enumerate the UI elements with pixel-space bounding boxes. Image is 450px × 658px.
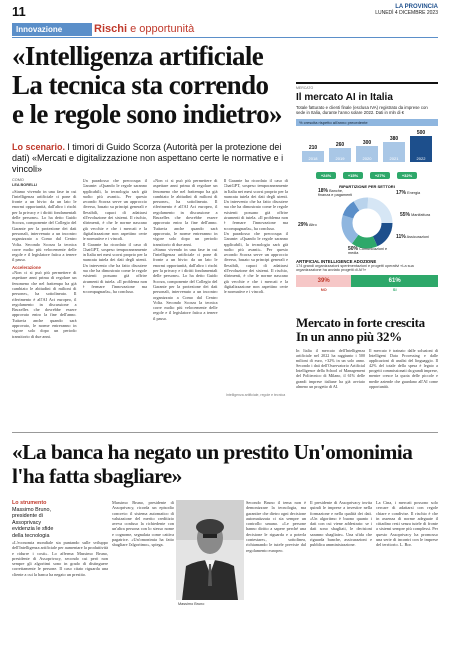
lead-label: Lo strumento <box>12 500 47 506</box>
article-text: Il presidente di Assoprivacy invita quindi le imprese a investire nella formazione e nella qualità dei dati. «Un algoritmo è buono quanto i dati con cui viene addestrato: se i dati sono sbagliati, le decisioni saranno sbagliate». Una sfida che riguarda banche, assicurazioni e pubblica amministrazione. <box>310 500 372 548</box>
section-topic-bold: Rischi <box>94 23 128 35</box>
growth-pill: +15% <box>343 172 363 179</box>
section-label: Innovazione <box>12 23 92 36</box>
article-text: Secondo Bruno il tema non è demonizzare la tecnologia, ma garantire che dietro ogni decisione automatizzata ci sia sempre un controllo umano. «Le persone hanno diritto a sapere perché una decisione le riguarda e a poterla contestare», sottolinea, richiamando le tutele previste dal regolamento europeo. <box>246 500 306 553</box>
bar-value-label: 210 <box>308 144 318 151</box>
article-column <box>153 178 218 396</box>
sectors-donut-area <box>296 189 438 257</box>
article-column <box>83 178 148 396</box>
article-column <box>12 178 77 396</box>
growth-pill: +32% <box>397 172 417 179</box>
infographic-title: Il mercato AI in Italia <box>296 92 393 103</box>
article-text: Il Garante ha ricordato il caso di ChatGPT, sospeso temporaneamente in Italia nei mesi scorsi proprio per la mancata tutela dei dati degli utenti. Un intervento che ha fatto discutere ma che ha dimostrato come le regole esistenti possano già offrire strumenti di tutela. «Il problema non è fermare l'innovazione ma accompagnarla», ha concluso. <box>82 241 147 295</box>
photo-caption: Massimo Bruno <box>178 602 205 606</box>
article-text: Un paradosso che preoccupa il Garante: «Quando le regole saranno applicabili, la tecnologia sarà già molto più avanti». Per questo secondo Scorza serve un approccio diverso, basato su principi generali e flessibili, capaci di adattarsi all'evoluzione dei sistemi. Il rischio, altrimenti, è che le norme nascano già vecchie e che i mercati e la digitalizzazione non aspettino certe le normative e i vincoli. <box>223 230 288 295</box>
infographic-subtitle: Totale fatturato e clienti finale (esclusa IVA) registrato da imprese con sede in Italia, durante l'anno solare 2022. Dati in mln di € <box>296 105 428 116</box>
bar-value-label: 300 <box>362 139 372 146</box>
infographic-box <box>296 82 438 316</box>
bar-value-label: 380 <box>389 135 399 142</box>
article-text: «L'economia mondiale sta puntando sulle sviluppo dell'Intelligenza artificiale per aumentare la produttività e ridurre i costi». Lo afferma Massimo Bruno, presidente di Assoprivacy, secondo cui però non sempre gli algoritmi sono in grado di distinguere correttamente le persone. Il caso citato riguarda una cliente a cui la banca ha negato un prestito. <box>12 540 108 577</box>
lead-bank <box>12 500 62 540</box>
lead-text: I timori di Guido Scorza (Autorità per la protezione dei dati) «Mercati e digitalizzazione non aspettano certe le normative e i vincoli» <box>12 142 284 174</box>
article-text: «Siamo vivendo in una fase in cui l'intelligenza artificiale ci pone di fronte a un bivio: da un lato le enormi opportunità, dall'altro i rischi per la privacy e i diritti fondamentali delle persone». Lo ha detto Guido Scorza, componente del Collegio del Garante per la protezione dei dati personali, intervenuto a un incontro organizzato a Como dal Centro Volta. Secondo Scorza la tecnica corre molto più velocemente delle regole e il legislatore fatica a tenere il passo. <box>12 188 77 263</box>
adoption-label-no: NO <box>320 286 327 292</box>
section-topic-rest: e opportunità <box>130 23 195 35</box>
section-topic <box>94 23 194 36</box>
growth-pills <box>296 172 438 180</box>
article-divider <box>12 432 438 433</box>
article-text: «Non ci si può più permettere di aspettare anni prima di regolare un fenomeno che nel frattempo ha già cambiato le abitudini di milioni di persone», ha sottolineato. Il riferimento è all'AI Act europeo, il regolamento in discussione a Bruxelles che dovrebbe essere approvato entro la fine dell'anno. Tuttavia anche quando sarà approvato, le norme entreranno in vigore solo dopo un periodo transitorio di due anni. <box>153 178 218 247</box>
adoption-bar <box>296 275 438 287</box>
lead-text: Massimo Bruno, presidente di Assoprivacy evidenzia le sfide della tecnologia <box>12 506 54 539</box>
page-header <box>12 4 438 20</box>
article-text: «Non ci si può più permettere di aspettare anni prima di regolare un fenomeno che nel frattempo ha già cambiato le abitudini di milioni di persone», ha sottolineato. Il riferimento è all'AI Act europeo, il regolamento in discussione a Bruxelles che dovrebbe essere approvato entro la fine dell'anno. Tuttavia anche quando sarà approvato, le norme entreranno in vigore solo dopo un periodo transitorio di due anni. <box>12 270 77 339</box>
byline-author: LEA BORELLI <box>12 183 38 188</box>
lead-label: Lo scenario. <box>12 142 66 152</box>
article-subheading: Accelerazione <box>12 264 41 270</box>
growth-band: % crescita rispetto all'anno precedente <box>296 119 438 126</box>
bar-year-label: 2019 <box>335 155 345 161</box>
article-column <box>224 178 289 396</box>
article-text: Massimo Bruno, presidente di Assoprivacy, ricorda un episodio concreto: il sistema automatico di valutazione del merito creditizio aveva confuso la richiedente con un'altra persona con lo stesso nome e cognome, segnalata come cattiva pagatrice. «Un'omonimia ha fatto sbagliare l'algoritmo», spiega. <box>112 500 174 548</box>
person-photo-icon <box>176 500 244 600</box>
article-text: Il mercato è trainato dalle soluzioni di Intelligent Data Processing e dalle applicazioni di analisi del linguaggio. Il 42% del totale della spesa è legato a progetti commissionati da grandi imprese, mentre cresce la quota delle piccole e medie aziende che guardano all'AI come opportunità. <box>369 348 438 389</box>
article-body-market <box>296 348 438 422</box>
infographic-tag: MERCATO <box>296 86 314 90</box>
bar-year-label: 2021 <box>389 155 399 161</box>
adoption-title: ARTIFICIAL INTELLIGENCE ADOZIONE <box>296 258 377 264</box>
sector-label: 55% Manifattura <box>400 211 431 218</box>
sector-label: 11% Assicurazioni <box>396 233 429 240</box>
headline-bank: «La banca ha negato un prestito Un'omonimia l'ha fatta sbagliare» <box>12 440 413 488</box>
article-text: In Italia il mercato dell'Intelligenza artificiale nel 2022 ha raggiunto i 500 milioni di euro, +32% in un solo anno. Secondo i dati dell'Osservatorio Artificial Intelligence della School of Management del Politecnico di Milano, il 61% delle grandi imprese italiane ha già avviato almeno un progetto di AI. <box>296 348 365 389</box>
article-text: Un paradosso che preoccupa il Garante: «Quando le regole saranno applicabili, la tecnologia sarà già molto più avanti». Per questo secondo Scorza serve un approccio diverso, basato su principi generali e flessibili, capaci di adattarsi all'evoluzione dei sistemi. Il rischio, altrimenti, è che le norme nascano già vecchie e che i mercati e la digitalizzazione non aspettino certe le normative e i vincoli. <box>82 178 147 242</box>
headline-main: «Intelligenza artificiale La tecnica sta correndo e le regole sono indietro» <box>12 41 282 129</box>
article-text: La Cina, i mercati possono solo cercare di adattarsi con regole chiare e condivise. Il rischio è che in assenza di norme adeguate il cittadino resti senza tutele di fronte a sistemi sempre più complessi. Per questo Assoprivacy ha promosso una serie di incontri con le imprese del territorio. L. Bor. <box>376 500 438 548</box>
sectors-title: RIPARTIZIONE PER SETTORI <box>339 183 395 189</box>
sector-label: 18% Banche, finanza e pagamenti <box>318 187 353 198</box>
growth-pill: +27% <box>370 172 390 179</box>
bar-year-label: 2018 <box>308 155 318 161</box>
page-number: 11 <box>12 4 26 19</box>
adoption-label-si: SI <box>392 286 397 292</box>
sector-label: 50% Comunicazioni e media <box>348 245 388 256</box>
issue-date: LUNEDÌ 4 DICEMBRE 2023 <box>375 10 438 16</box>
masthead <box>375 4 438 16</box>
section-bar <box>12 23 438 36</box>
bar-value-label: 500 <box>416 129 426 136</box>
bar-year-label: 2020 <box>362 155 372 161</box>
sector-label: 29% Altro <box>298 221 317 228</box>
sector-label: 17% Energia <box>396 189 421 196</box>
section-rule <box>12 37 438 38</box>
newspaper-name: LA PROVINCIA <box>395 4 438 10</box>
portrait-photo <box>176 500 244 600</box>
bar-year-label: 2022 <box>416 155 426 161</box>
headline-market: Mercato in forte crescita In un anno più 32% <box>296 315 425 344</box>
adoption-subtitle: 174 grandi organizzazioni sperimentazioni e progetti operativi «La sua organizzazione ha avviato progetti di AI?» <box>296 263 414 273</box>
article-text: Il Garante ha ricordato il caso di ChatGPT, sospeso temporaneamente in Italia nei mesi scorsi proprio per la mancata tutela dei dati degli utenti. Un intervento che ha fatto discutere ma che ha dimostrato come le regole esistenti possano già offrire strumenti di tutela. «Il problema non è fermare l'innovazione ma accompagnarla», ha concluso. <box>223 178 288 231</box>
article-body-main <box>12 178 288 396</box>
growth-pill: +24% <box>316 172 336 179</box>
revenue-bar-chart <box>296 128 438 172</box>
byline-city: COMO <box>12 178 24 182</box>
adoption-segment-no: 39% <box>296 275 351 287</box>
subheadline-main <box>12 142 288 175</box>
adoption-segment-si: 61% <box>351 275 438 287</box>
bar-value-label: 260 <box>335 141 345 148</box>
adoption-labels <box>296 287 438 292</box>
photo-caption: Intelligenza artificiale, regole e tecnica <box>226 393 286 397</box>
article-text: «Siamo vivendo in una fase in cui l'intelligenza artificiale ci pone di fronte a un bivio: da un lato le enormi opportunità, dall'altro i rischi per la privacy e i diritti fondamentali delle persone». Lo ha detto Guido Scorza, componente del Collegio del Garante per la protezione dei dati personali, intervenuto a un incontro organizzato a Como dal Centro Volta. Secondo Scorza la tecnica corre molto più velocemente delle regole e il legislatore fatica a tenere il passo. <box>153 246 218 321</box>
